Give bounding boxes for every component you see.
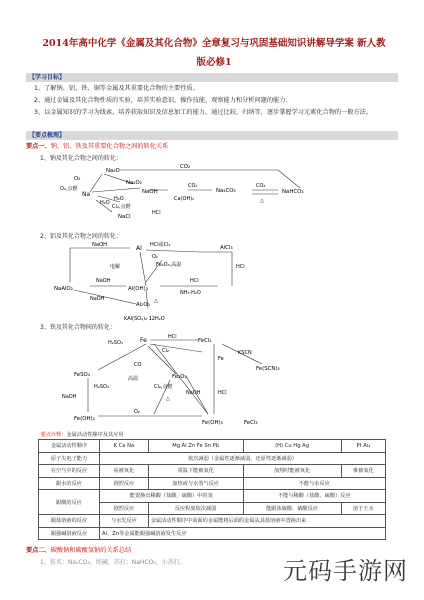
point-2-label: 要点二、 [26, 547, 51, 554]
table-row [39, 452, 386, 465]
na-label-o2-ignite: O₂,点燃 [60, 186, 78, 192]
point-2-text: 碳酸钠和碳酸氢钠的关系总结 [50, 547, 132, 554]
table-cell: 能置换出稀酸（盐酸、硫酸）中的氢 [100, 490, 244, 503]
table-cell: 不能与水反应 [243, 477, 385, 490]
table-cell: 与水先反应 [100, 515, 149, 528]
fe-label-naoh-left: NaOH [62, 394, 77, 400]
na-label-na: Na [82, 191, 91, 198]
fe-label-fe-right: Fe [218, 356, 224, 362]
na-label-o2: O₂ [74, 176, 81, 182]
al-label-fe2o3: Fe₂O₃,高温 [156, 262, 182, 268]
na-label-nacl: NaCl [118, 214, 131, 220]
fe-label-fe: Fe [140, 337, 147, 344]
table-cell: 跟强碱溶液反应 [39, 527, 100, 540]
fe-label-h2so4-top: H₂SO₄ [108, 340, 123, 346]
table-cell: 加热时能被氧化 [243, 465, 341, 478]
fe-label-feso4: FeSO₄ [74, 372, 90, 378]
table-cell: 加热或与水蒸气反应 [148, 477, 243, 490]
table-cell: 难被氧化 [341, 465, 385, 478]
document-title [28, 34, 400, 72]
fe-label-co: CO [134, 362, 142, 368]
table-cell: 能跟浓硫酸、硝酸反应 [243, 502, 341, 515]
al-label-o2: O₂ [152, 254, 158, 260]
table-cell: 跟水的反应 [39, 477, 100, 490]
na-label-cl2-ignite: Cl₂,点燃 [112, 204, 131, 210]
table-cell: Pt Au [341, 440, 385, 453]
fe-label-high-temp: 高温 [128, 376, 139, 382]
table-cell: 常温下能被氧化 [148, 465, 243, 478]
na-label-co2-mid: CO₂ [188, 183, 198, 189]
table-note-label: 要点诠释： [40, 431, 67, 438]
al-label-naoh-top: NaOH [92, 242, 108, 248]
table-row [39, 515, 386, 528]
na-label-na2o2: Na₂O₂ [126, 180, 142, 186]
table-cell: 剧烈反应 [100, 502, 149, 515]
table-row [39, 429, 386, 440]
table-row [39, 477, 386, 490]
na-label-h2o: H₂O [114, 196, 124, 202]
table-cell: 金属活动性顺序 [39, 440, 100, 453]
fe-label-fecl3: FeCl₃ [244, 420, 258, 426]
fe-label-feoh3: Fe(OH)₃ [202, 420, 223, 426]
na-label-naoh: NaOH [142, 189, 158, 195]
al-label-hcl-right: HCl [236, 264, 245, 270]
na-label-heat: △ [260, 198, 264, 204]
al-label-naoh-bottom: NaOH [90, 296, 105, 302]
table-cell: 溶于王水 [341, 502, 385, 515]
fe-label-hcl-top: HCl [168, 334, 177, 340]
al-label-al: Al [136, 245, 142, 252]
al-label-nh3: NH₃·H₂O [180, 290, 201, 296]
goal-item-1: 1、了解钠、铝、铁、铜等金属及其重要化合物的主要性质。 [34, 85, 199, 92]
title-line-2: 版必修1 [196, 57, 232, 68]
title-line-1: 2014年高中化学《金属及其化合物》全章复习与巩固基础知识讲解导学案 新人教 [42, 38, 386, 49]
table-cell: 在空气中的反应 [39, 465, 100, 478]
table-cell: 剧烈反应 [100, 477, 149, 490]
table-cell: 原子失电子能力 [39, 452, 100, 465]
table-row [39, 490, 386, 503]
table-cell: 金属活动性顺序中前面的金属能将后面的金属从其盐溶液中置换出来 [148, 515, 385, 528]
key-points-header: 【要点梳理】 [26, 131, 398, 140]
iron-conversion-diagram [58, 330, 308, 428]
table-note-text: 金属活动性顺序及其应用 [66, 431, 124, 438]
al-label-alcl3: AlCl₃ [220, 245, 233, 251]
al-label-naoh-mid: NaOH [96, 278, 111, 284]
fe-label-cl2: Cl₂ [162, 348, 169, 354]
na-label-h2o-2: H₂O [100, 200, 110, 206]
al-label-heat: △ [154, 298, 158, 304]
fe-label-fecl2: FeCl₂ [198, 338, 212, 344]
watermark-logo: 元码手游网 [283, 557, 408, 585]
table-row [39, 440, 386, 453]
na-label-co2-top: CO₂ [180, 164, 191, 170]
na-label-co2-right: CO₂ [256, 183, 266, 189]
section-1-label: 1、钠及其化合物之间的转化： [40, 155, 122, 162]
fe-label-heat: △ [166, 396, 170, 402]
point-2-line-1: 1、俗名：Na₂CO₃，纯碱，苏打；NaHCO₃，小苏打。 [40, 559, 186, 566]
section-3-label: 3、铁及其化合物间的转化： [40, 324, 116, 331]
metal-activity-table [38, 429, 386, 540]
al-label-aloh3: Al(OH)₃ [128, 286, 148, 292]
na-label-nahco3: NaHCO₃ [282, 189, 304, 195]
table-cell: (H) Cu Hg Ag [243, 440, 341, 453]
sodium-conversion-diagram [30, 160, 330, 222]
al-label-alum: KAl(SO₄)₂·12H₂O [124, 316, 165, 322]
goal-item-2: 2、通过金属及其化合物性质的实验，培养实验意识、操作技能、观察能力和分析问题的能力； [34, 97, 292, 104]
goal-item-3: 3、以金属知识的学习为线索，培养获取知识及信息加工的能力，通过比较、归纳等，逐步掌握学习元素化合物的一般方法。 [34, 109, 373, 116]
table-row [39, 527, 386, 540]
na-label-hcl: HCl [152, 210, 161, 216]
na-label-caoh2: Ca(OH)₂ [174, 196, 195, 202]
table-cell: 依次减弱（金属性逐渐减弱，还原性逐渐减弱） [100, 452, 386, 465]
aluminium-conversion-diagram [50, 238, 290, 322]
section-2-label: 2、铝及其化合物之间的转化： [40, 233, 122, 240]
table-cell: 易被氧化 [100, 465, 149, 478]
point-1-text: 钠、铝、铁及其重要化合物之间的转化关系 [50, 143, 169, 150]
point-1-label: 要点一、 [26, 143, 51, 150]
point-1-heading [26, 141, 168, 150]
fe-label-hcl-right: HCl [218, 390, 227, 396]
fe-label-kscn: KSCN [238, 350, 252, 356]
point-2-heading [26, 545, 131, 554]
al-label-hcl-cl2: HCl或Cl₂ [150, 242, 171, 248]
fe-label-cl2-ignite: Cl₂,点燃 [154, 384, 173, 390]
fe-label-naoh-mid: NaOH [186, 390, 201, 396]
na-label-na2co3: Na₂CO₃ [216, 188, 236, 194]
fe-label-fe2o3: Fe₂O₃ [172, 374, 187, 380]
fe-label-fescn3: Fe(SCN)₃ [256, 366, 280, 372]
fe-label-o2: O₂ [134, 409, 140, 415]
table-cell: K Ca Na [100, 440, 149, 453]
al-label-naalo2: NaAlO₂ [54, 286, 73, 292]
fe-label-feoh2: Fe(OH)₂ [74, 416, 95, 422]
table-cell: 跟盐溶液的反应 [39, 515, 100, 528]
table-cell: 跟酸的反应 [39, 490, 100, 515]
al-label-al2o3: Al₂O₃ [136, 302, 150, 308]
al-label-hcl-mid: HCl [190, 278, 199, 284]
fe-label-h2so4-left: H₂SO₄ [94, 384, 109, 390]
table-cell: Al、Zn等金属能跟强碱溶液发生反应 [100, 527, 386, 540]
table-row [39, 465, 386, 478]
goals-header: 【学习目标】 [26, 73, 398, 82]
table-cell: 不能与稀酸（盐酸、硫酸）反应 [243, 490, 385, 503]
al-label-electrolysis: 电解 [110, 264, 121, 270]
na-label-na2o: Na₂O [106, 168, 120, 174]
table-cell: Mg Al Zn Fe Sn Pb [148, 440, 243, 453]
table-note-cell [39, 429, 386, 440]
table-cell: 反应程度依次减弱 [148, 502, 243, 515]
